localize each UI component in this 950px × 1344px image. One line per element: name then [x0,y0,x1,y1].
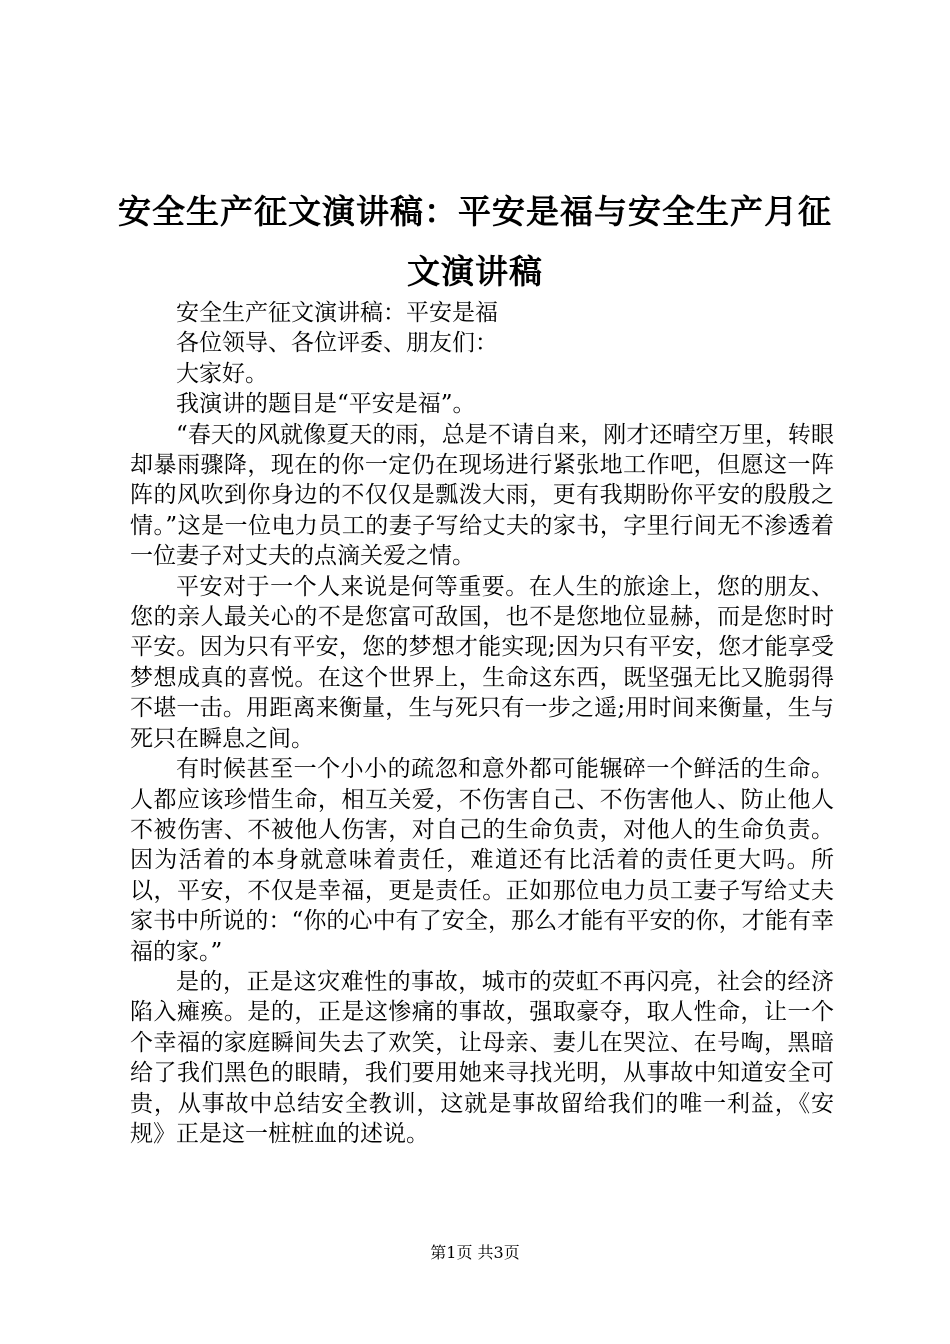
paragraph: 是的，正是这灾难性的事故，城市的荧虹不再闪亮，社会的经济陷入瘫痪。是的，正是这惨痛的事故，强取豪夺，取人性命，让一个个幸福的家庭瞬间失去了欢笑，让母亲、妻儿在哭泣、在号啕，黑暗给了我们黑色的眼睛，我们要用她来寻找光明，从事故中知道安全可贵，从事故中总结安全教训，这就是事故留给我们的唯一利益，《安规》正是这一桩桩血的述说。 [130,968,834,1147]
document-title: 安全生产征文演讲稿：平安是福与安全生产月征文演讲稿 [118,192,832,291]
paragraph: 平安对于一个人来说是何等重要。在人生的旅途上，您的朋友、您的亲人最关心的不是您富可敌国，也不是您地位显赫，而是您时时平安。因为只有平安，您的梦想才能实现;因为只有平安，您才能享受梦想成真的喜悦。在这个世界上，生命这东西，既坚强无比又脆弱得不堪一击。用距离来衡量，生与死只有一步之遥;用时间来衡量，生与死只在瞬息之间。 [130,573,834,752]
paragraph: 我演讲的题目是“平安是福”。 [176,391,476,418]
document-body [130,298,834,1149]
paragraph: 有时候甚至一个小小的疏忽和意外都可能辗碎一个鲜活的生命。人都应该珍惜生命，相互关爱，不伤害自己、不伤害他人、防止他人不被伤害、不被他人伤害，对自己的生命负责，对他人的生命负责。因为活着的本身就意味着责任，难道还有比活着的责任更大吗。所以，平安，不仅是幸福，更是责任。正如那位电力员工妻子写给丈夫家书中所说的：“你的心中有了安全，那么才能有平安的你，才能有幸福的家。” [130,756,834,965]
paragraph: 大家好。 [176,360,268,387]
paragraph: “春天的风就像夏天的雨，总是不请自来，刚才还晴空万里，转眼却暴雨骤降，现在的你一定仍在现场进行紧张地工作吧，但愿这一阵阵的风吹到你身边的不仅仅是瓢泼大雨，更有我期盼你平安的殷殷之情。”这是一位电力员工的妻子写给丈夫的家书，字里行间无不渗透着一位妻子对丈夫的点滴关爱之情。 [130,421,834,570]
paragraph: 安全生产征文演讲稿：平安是福 [176,300,498,326]
page-number-footer: 第1页 共3页 [430,1243,520,1262]
paragraph: 各位领导、各位评委、朋友们： [176,330,498,357]
